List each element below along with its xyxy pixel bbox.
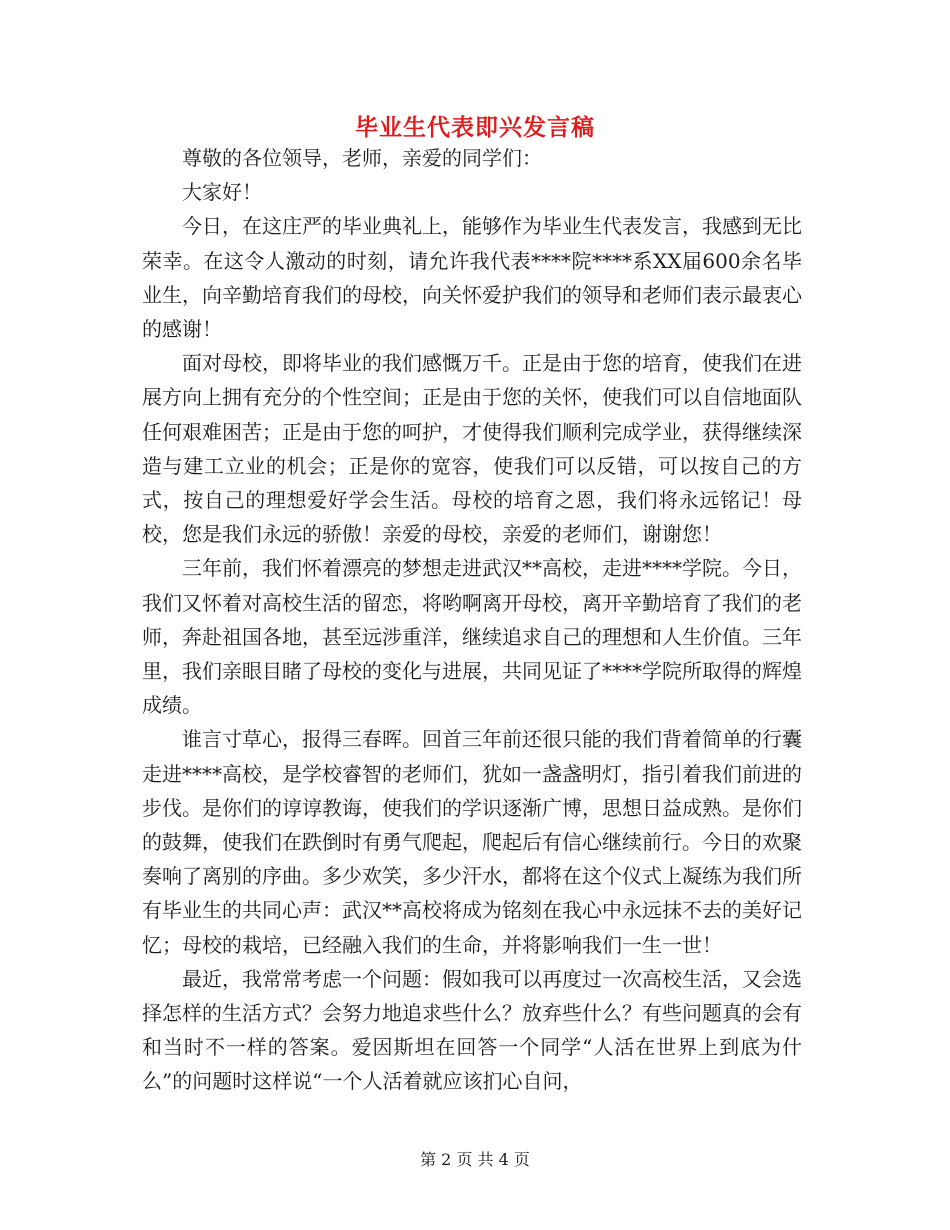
body-paragraph: 最近，我常常考虑一个问题：假如我可以再度过一次高校生活，又会选择怎样的生活方式？会努力地追求些什么？放弃些什么？有些问题真的会有和当时不一样的答案。爱因斯坦在回答一个同学“人活在世界上到底为什么”的问题时这样说“一个人活着就应该扪心自问， bbox=[142, 966, 802, 1094]
body-paragraph: 谁言寸草心，报得三春晖。回首三年前还很只能的我们背着简单的行囊走进****高校，是学校睿智的老师们，犹如一盏盏明灯，指引着我们前进的步伐。是你们的谆谆教诲，使我们的学识逐渐广博，思想日益成熟。是你们的鼓舞，使我们在跌倒时有勇气爬起，爬起后有信心继续前行。今日的欢聚奏响了离别的序曲。多少欢笑，多少汗水，都将在这个仪式上凝练为我们所有毕业生的共同心声：武汉**高校将成为铭刻在我心中永远抹不去的美好记忆；母校的栽培，已经融入我们的生命，并将影响我们一生一世！ bbox=[142, 727, 802, 957]
document-title: 毕业生代表即兴发言稿 bbox=[355, 114, 595, 141]
body-paragraph: 三年前，我们怀着漂亮的梦想走进武汉**高校，走进****学院。今日，我们又怀着对高校生活的留恋，将哟啊离开母校，离开辛勤培育了我们的老师，奔赴祖国各地，甚至远涉重洋，继续追求自己的理想和人生价值。三年里，我们亲眼目睹了母校的变化与进展，共同见证了****学院所取得的辉煌成绩。 bbox=[142, 556, 802, 718]
salutation: 尊敬的各位领导，老师，亲爱的同学们： bbox=[182, 146, 542, 170]
body-paragraph: 面对母校，即将毕业的我们感慨万千。正是由于您的培育，使我们在进展方向上拥有充分的个性空间；正是由于您的关怀，使我们可以自信地面队任何艰难困苦；正是由于您的呵护，才使得我们顺利完成学业，获得继续深造与建工立业的机会；正是你的宽容，使我们可以反错，可以按自己的方式，按自己的理想爱好学会生活。母校的培育之恩，我们将永远铭记！母校，您是我们永远的骄傲！亲爱的母校，亲爱的老师们，谢谢您！ bbox=[142, 351, 802, 547]
document-body bbox=[142, 141, 802, 1099]
page-number-footer: 第 2 页 共 4 页 bbox=[420, 1150, 530, 1169]
greeting: 大家好！ bbox=[182, 180, 262, 205]
body-paragraph: 今日，在这庄严的毕业典礼上，能够作为毕业生代表发言，我感到无比荣幸。在这令人激动的时刻，请允许我代表****院****系XX届600余名毕业生，向辛勤培育我们的母校，向关怀爱护我们的领导和老师们表示最衷心的感谢！ bbox=[142, 214, 802, 342]
